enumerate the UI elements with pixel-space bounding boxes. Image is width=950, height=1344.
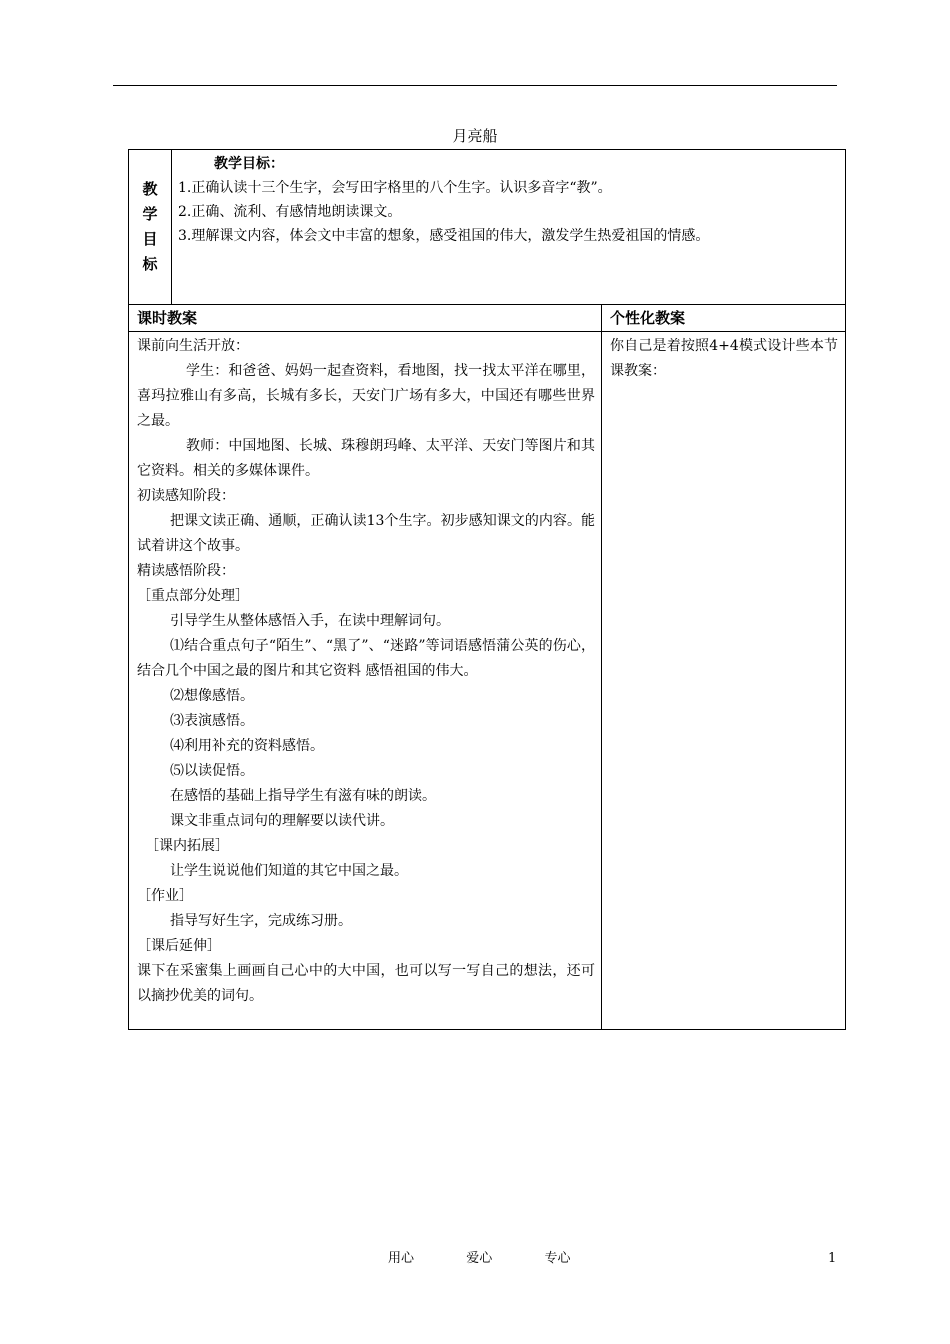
students-prep: 学生：和爸爸、妈妈一起查资料，看地图，找一找太平洋在哪里，喜玛拉雅山有多高，长城有多长，天安门广场有多大，中国还有哪些世界之最。 bbox=[137, 363, 595, 429]
side-label-char: 学 bbox=[142, 205, 158, 223]
step-item: ⑷利用补充的资料感悟。 bbox=[170, 738, 324, 754]
pre-class-heading: 课前向生活开放： bbox=[137, 338, 249, 354]
page-number: 1 bbox=[828, 1251, 837, 1266]
personal-column-header: 个性化教案 bbox=[610, 309, 686, 327]
objective-item: 2.正确、流利、有感情地朗读课文。 bbox=[178, 204, 402, 220]
footer-motto: 用心 爱心 专心 bbox=[388, 1251, 571, 1266]
lesson-plan-body bbox=[137, 334, 595, 1009]
homework-text: 指导写好生字，完成练习册。 bbox=[170, 913, 352, 929]
header-rule bbox=[113, 85, 837, 86]
side-label-char: 教 bbox=[142, 180, 158, 198]
objectives-bottom-rule bbox=[128, 304, 846, 305]
column-header-rule bbox=[128, 331, 846, 332]
extension-heading: ［课内拓展］ bbox=[145, 838, 229, 854]
step-item: ⑵想像感悟。 bbox=[170, 688, 254, 704]
step-item: ⑸以读促悟。 bbox=[170, 763, 254, 779]
after-class-text: 课下在采蜜集上画画自己心中的大中国，也可以写一写自己的想法，还可以摘抄优美的词句。 bbox=[137, 963, 595, 1004]
extension-text: 让学生说说他们知道的其它中国之最。 bbox=[170, 863, 408, 879]
objective-item: 3.理解课文内容，体会文中丰富的想象，感受祖国的伟大，激发学生热爱祖国的情感。 bbox=[178, 228, 710, 244]
reading-guide: 在感悟的基础上指导学生有滋有味的朗读。 bbox=[170, 788, 436, 804]
objectives-divider bbox=[171, 149, 172, 305]
step-item: ⑴结合重点句子“陌生”、“黑了”、“迷路”等词语感悟蒲公英的伤心，结合几个中国之最的图片和其它资料 感悟祖国的伟大。 bbox=[137, 638, 595, 679]
teacher-prep: 教师：中国地图、长城、珠穆朗玛峰、太平洋、天安门等图片和其它资料。相关的多媒体课件。 bbox=[137, 438, 595, 479]
lesson-column-header: 课时教案 bbox=[137, 309, 198, 327]
key-part-heading: ［重点部分处理］ bbox=[137, 588, 249, 604]
personal-plan-note: 你自己是着按照4+4模式设计些本节课教案： bbox=[610, 338, 838, 379]
page-title: 月亮船 bbox=[452, 127, 498, 145]
close-reading-heading: 精读感悟阶段： bbox=[137, 563, 235, 579]
side-label-char: 目 bbox=[142, 230, 158, 248]
column-divider bbox=[601, 304, 602, 1030]
objectives-content bbox=[178, 152, 838, 248]
side-label-char: 标 bbox=[142, 255, 158, 273]
first-reading-heading: 初读感知阶段： bbox=[137, 488, 235, 504]
first-reading-text: 把课文读正确、通顺，正确认读13个生字。初步感知课文的内容。能试着讲这个故事。 bbox=[137, 513, 595, 554]
objectives-heading: 教学目标： bbox=[214, 156, 284, 172]
step-item: ⑶表演感悟。 bbox=[170, 713, 254, 729]
non-key-note: 课文非重点词句的理解要以读代讲。 bbox=[170, 813, 394, 829]
objectives-side-label bbox=[129, 150, 171, 304]
homework-heading: ［作业］ bbox=[137, 888, 193, 904]
key-part-intro: 引导学生从整体感悟入手，在读中理解词句。 bbox=[170, 613, 450, 629]
after-class-heading: ［课后延伸］ bbox=[137, 938, 221, 954]
objective-item: 1.正确认读十三个生字，会写田字格里的八个生字。认识多音字“教”。 bbox=[178, 180, 612, 196]
